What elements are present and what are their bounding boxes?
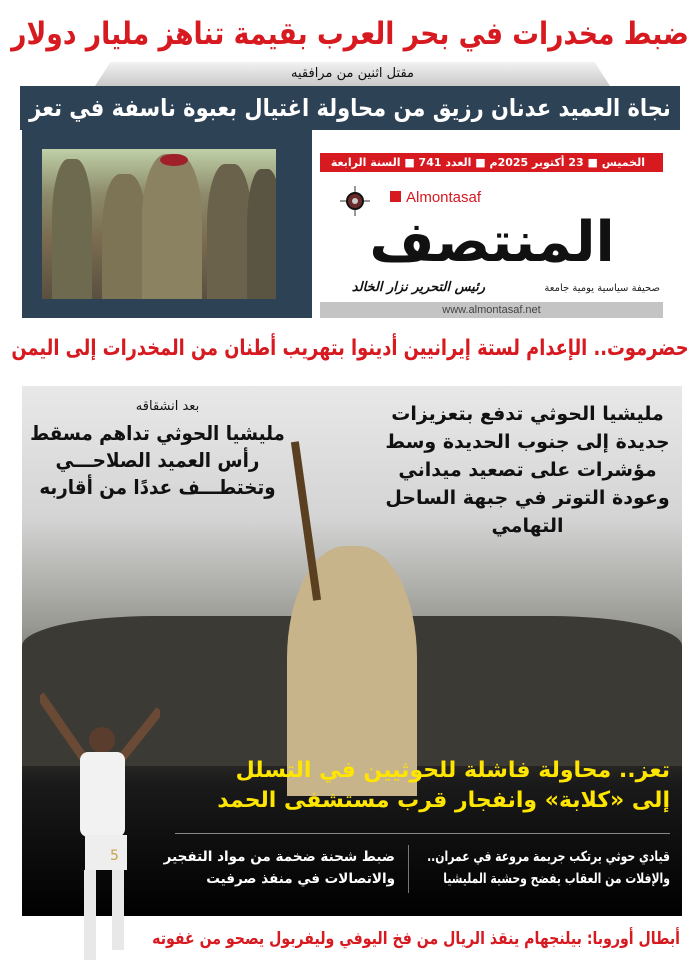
- brief-story-2: ضبط شحنة ضخمة من مواد التفجير والاتصالات في منفذ صرفيت: [163, 849, 395, 887]
- second-headline: حضرموت.. الإعدام لستة إيرانيين أدينوا بتهريب أطنان من المخدرات إلى اليمن: [11, 336, 689, 361]
- brand-latin: Almontasaf: [390, 189, 481, 207]
- tagline: صحيفة سياسية يومية جامعة: [544, 283, 660, 294]
- football-player-image: [40, 690, 160, 970]
- jersey-number: 5: [110, 848, 119, 864]
- top-headline: ضبط مخدرات في بحر العرب بقيمة تناهز مليار دولار: [11, 16, 689, 52]
- target-icon: [340, 186, 370, 216]
- sports-headline: أبطال أوروبا: بيلنجهام ينقذ الريال من فخ اليوفي وليفربول يصحو من غفوته: [152, 929, 680, 949]
- editor-line: رئيس التحرير نزار الخالد: [351, 280, 485, 295]
- brief-story-1: قيادي حوثي يرتكب جريمة مروعة في عمران.. والإفلات من العقاب يفضح وحشية المليشيا: [427, 849, 670, 887]
- military-photo: [42, 149, 276, 299]
- website-url[interactable]: www.almontasaf.net: [320, 302, 663, 318]
- date-line: الخميس ■ 23 أكتوبر 2025م ■ العدد 741 ■ السنة الرابعة: [330, 156, 645, 169]
- left-story-headline: مليشيا الحوثي تداهم مسقط رأس العميد الصلاحـــي وتختطـــف عددًا من أقاربه: [30, 421, 285, 499]
- divider: [175, 833, 670, 834]
- logo: المنتصف: [369, 210, 615, 275]
- vertical-divider: [408, 845, 409, 893]
- navy-headline: نجاة العميد عدنان رزيق من محاولة اغتيال بعبوة ناسفة في تعز: [29, 94, 671, 122]
- right-story-headline: مليشيا الحوثي تدفع بتعزيزات جديدة إلى جنوب الحديدة وسط مؤشرات على تصعيد ميداني وعودة التوتر في جبهة الساحل التهامي: [385, 403, 670, 537]
- kicker-text: مقتل اثنين من مرافقيه: [291, 66, 414, 81]
- yellow-headline: تعز.. محاولة فاشلة للحوثيين في التسلل إلى «كلابة» وانفجار قرب مستشفى الحمد: [217, 758, 670, 813]
- left-story-kicker: بعد انشقاقه: [135, 399, 200, 414]
